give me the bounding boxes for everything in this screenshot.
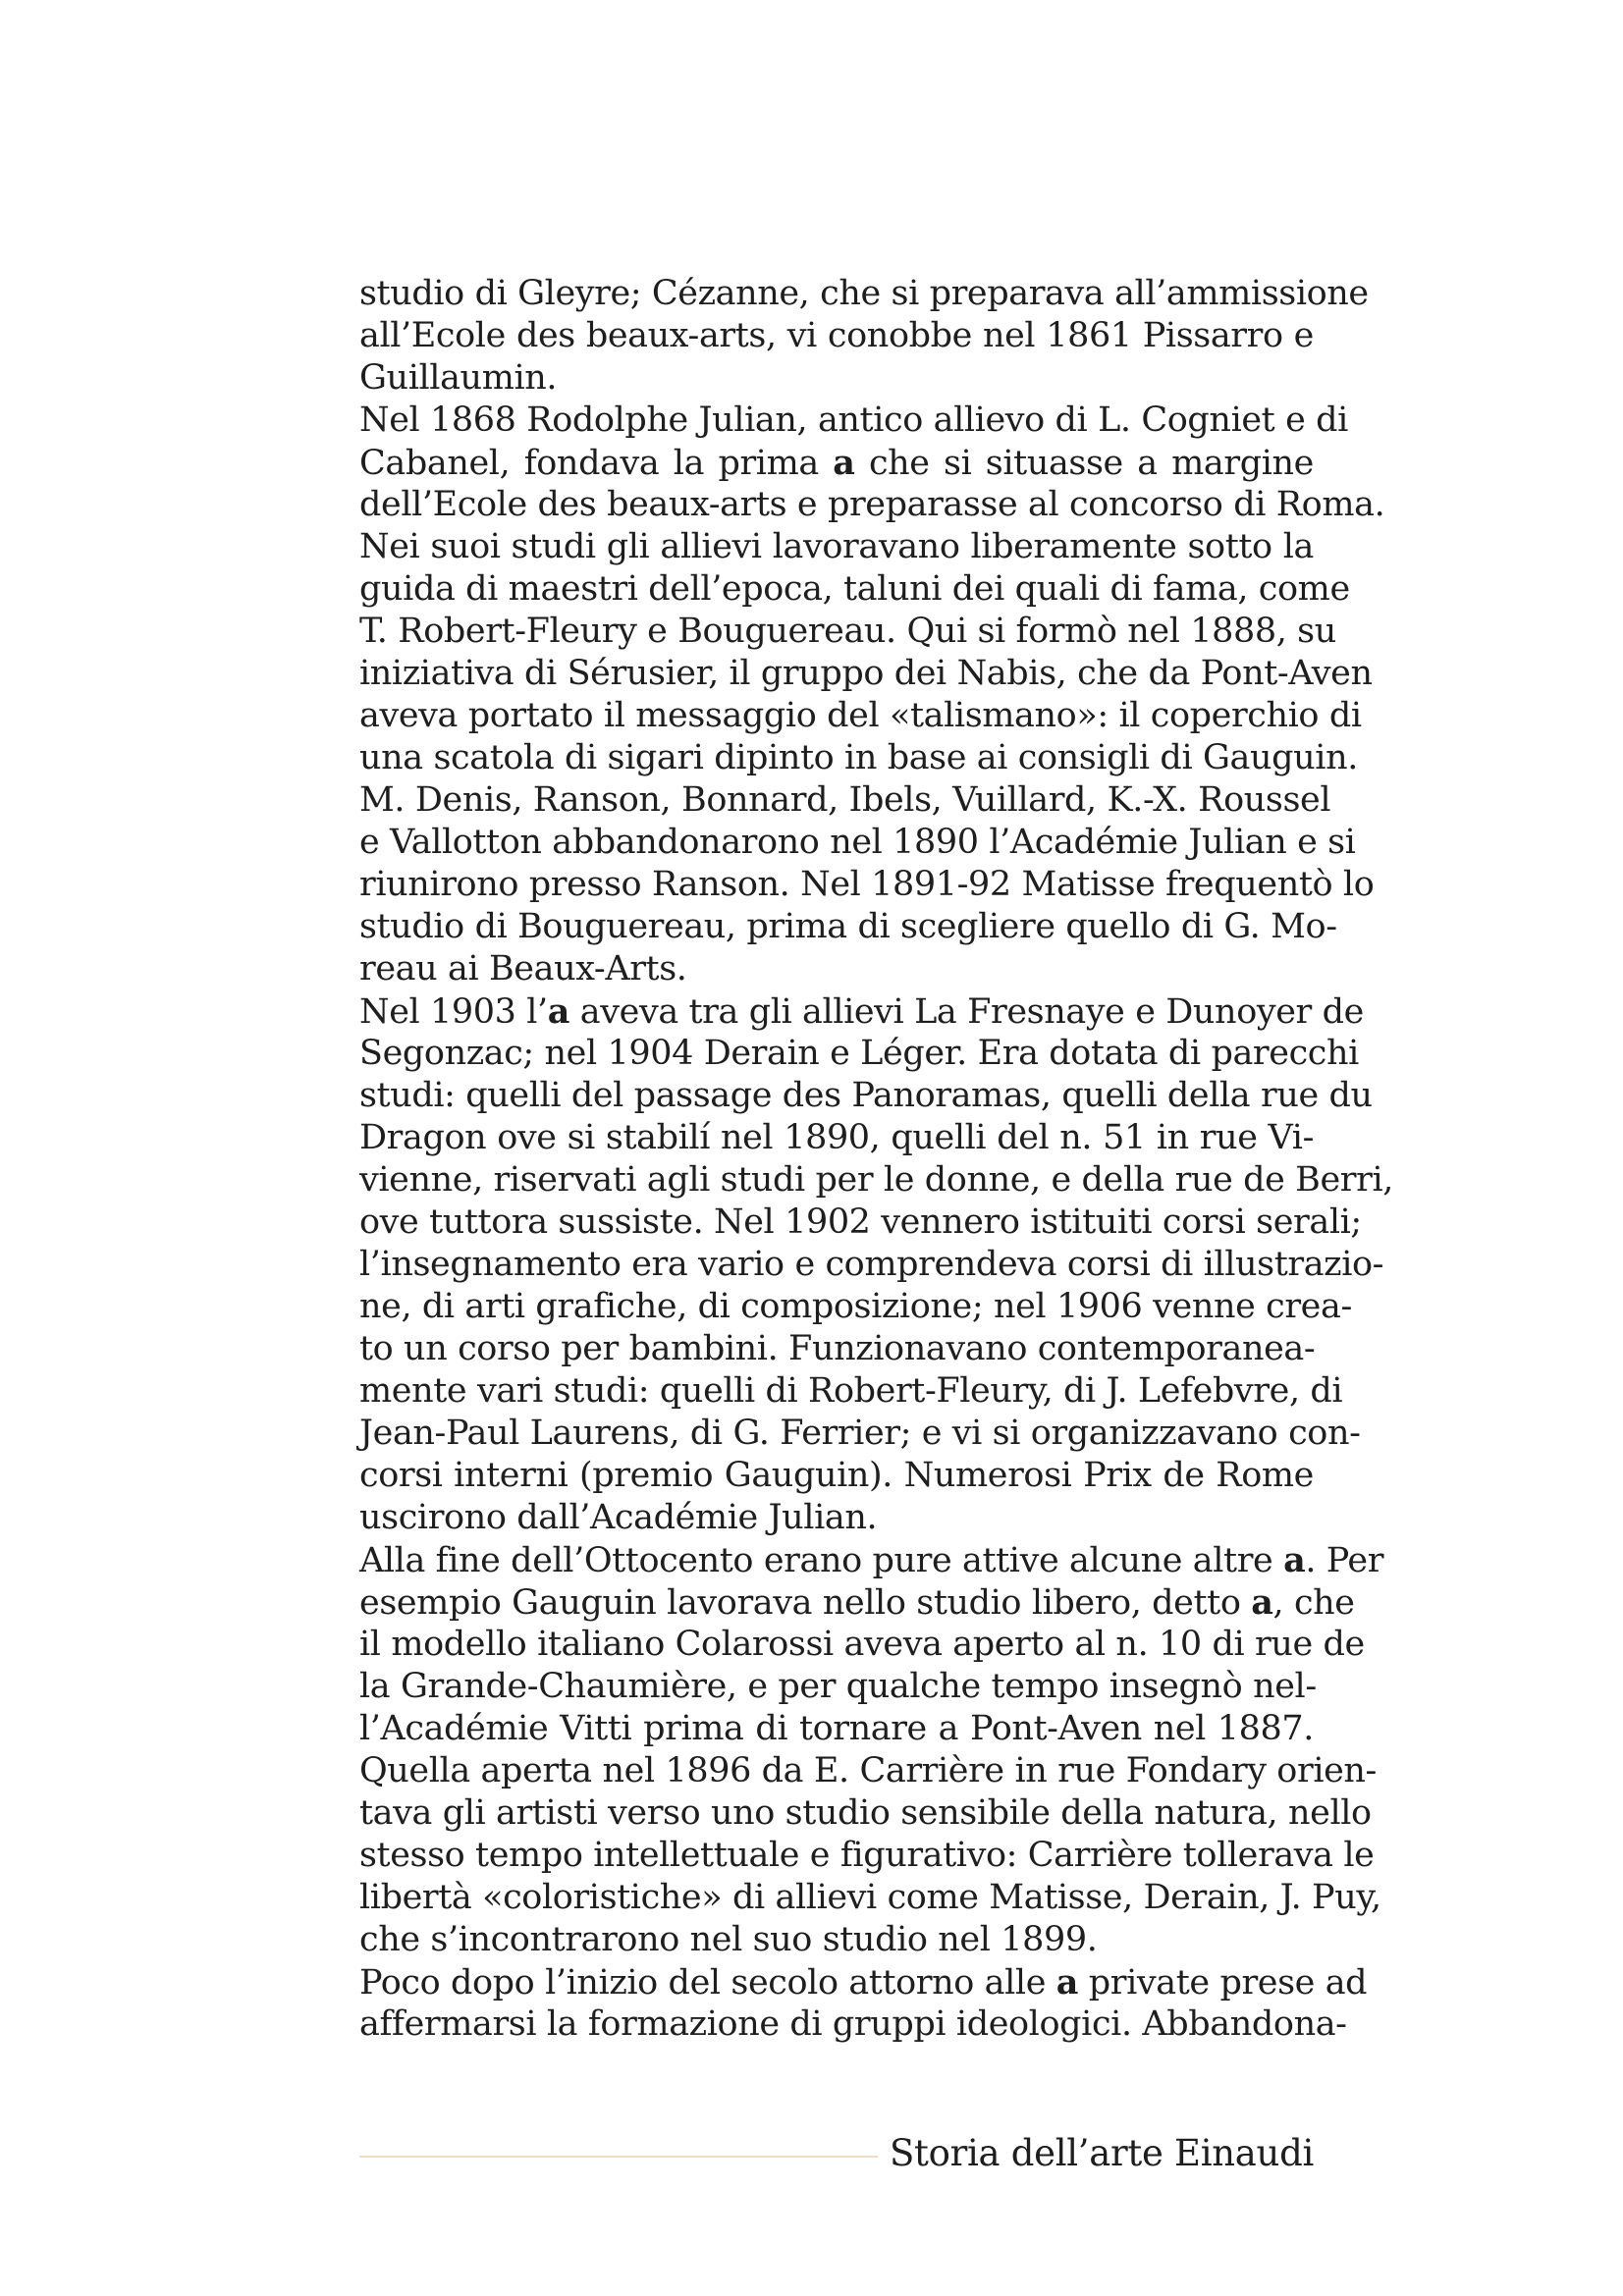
text-segment: che s’incontrarono nel suo studio nel 1899. (359, 1920, 1098, 1959)
entry-term-bold: a (1055, 1962, 1079, 2002)
body-text (359, 273, 1393, 2046)
text-line (359, 1877, 1381, 1919)
text-line (359, 779, 1331, 822)
text-segment: mente vari studi: quelli di Robert-Fleury, di J. Lefebvre, di (359, 1371, 1343, 1411)
text-line (359, 2003, 1347, 2046)
text-line (359, 990, 1364, 1033)
entry-term-bold: a (1283, 1540, 1306, 1580)
text-segment: la Grande-Chaumière, e per qualche tempo insegnò nel- (359, 1667, 1317, 1706)
text-segment: studio di Gleyre; Cézanne, che si preparava all’ammissione (359, 274, 1369, 313)
text-segment: Nel 1903 l’ (359, 992, 548, 1032)
text-segment: l’Académie Vitti prima di tornare a Pont-Aven nel 1887. (359, 1709, 1314, 1748)
text-line (359, 1539, 1384, 1581)
text-line (359, 1581, 1355, 1624)
text-segment: studi: quelli del passage des Panoramas, quelli della rue du (359, 1076, 1373, 1115)
text-segment: affermarsi la formazione di gruppi ideologici. Abbandona- (359, 2004, 1347, 2044)
text-line (359, 1835, 1375, 1877)
text-segment: Segonzac; nel 1904 Derain e Léger. Era dotata di parecchi (359, 1034, 1359, 1073)
footer-title: Storia dell’arte Einaudi (890, 2132, 1314, 2174)
text-segment: studio di Bouguereau, prima di scegliere quello di G. Mo- (359, 907, 1337, 946)
text-segment: , che (1272, 1583, 1355, 1623)
text-line (359, 1286, 1352, 1328)
text-line (359, 948, 1314, 990)
text-segment: riunirono presso Ranson. Nel 1891-92 Matisse frequentò lo (359, 865, 1375, 904)
entry-term-bold: a (547, 991, 570, 1032)
entry-term-bold: a (1251, 1582, 1273, 1623)
text-line (359, 1792, 1372, 1835)
text-line (359, 1201, 1362, 1244)
text-segment: tava gli artisti verso uno studio sensibile della natura, nello (359, 1793, 1372, 1833)
text-line (359, 1497, 1314, 1539)
text-line (359, 357, 1314, 400)
entry-term-bold: a (833, 443, 855, 483)
text-line (359, 526, 1314, 568)
text-line (359, 442, 1314, 484)
text-segment: Dragon ove si stabilí nel 1890, quelli del n. 51 in rue Vi- (359, 1118, 1314, 1157)
text-segment: to un corso per bambini. Funzionavano contemporanea- (359, 1329, 1316, 1368)
text-line (359, 864, 1375, 906)
text-line (359, 568, 1350, 611)
text-line (359, 1750, 1377, 1792)
text-segment: Cabanel, fondava la prima (359, 444, 834, 483)
text-segment: vienne, riservati agli studi per le donne, e della rue de Berri, (359, 1160, 1393, 1200)
text-segment: ne, di arti grafiche, di composizione; nel 1906 venne crea- (359, 1287, 1352, 1326)
text-segment: reau ai Beaux-Arts. (359, 949, 687, 988)
text-segment: che si situasse a margine (854, 444, 1314, 483)
text-segment: stesso tempo intellettuale e figurativo: Carrière tollerava le (359, 1836, 1375, 1875)
text-segment: Quella aperta nel 1896 da E. Carrière in rue Fondary orien- (359, 1751, 1377, 1790)
text-segment: Nei suoi studi gli allievi lavoravano liberamente sotto la (359, 527, 1314, 566)
text-line (359, 1919, 1314, 1961)
text-segment: . Per (1305, 1541, 1384, 1580)
text-segment: aveva portato il messaggio del «talismano»: il coperchio di (359, 696, 1362, 735)
text-segment: Jean-Paul Laurens, di G. Ferrier; e vi si organizzavano con- (359, 1414, 1361, 1453)
footer-rule (359, 2156, 878, 2158)
text-segment: Alla fine dell’Ottocento erano pure attive alcune altre (359, 1541, 1284, 1580)
text-segment: M. Denis, Ranson, Bonnard, Ibels, Vuillard, K.-X. Roussel (359, 780, 1331, 820)
text-segment: libertà «coloristiche» di allievi come Matisse, Derain, J. Puy, (359, 1878, 1381, 1917)
text-line (359, 906, 1337, 948)
text-segment: Poco dopo l’inizio del secolo attorno alle (359, 1963, 1056, 2002)
text-line (359, 1624, 1365, 1666)
text-line (359, 695, 1362, 737)
text-segment: il modello italiano Colarossi aveva aperto al n. 10 di rue de (359, 1625, 1365, 1664)
text-segment: uscirono dall’Académie Julian. (359, 1498, 878, 1537)
text-line (359, 1413, 1361, 1455)
text-segment: all’Ecole des beaux-arts, vi conobbe nel 1861 Pissarro e (359, 316, 1314, 355)
text-segment: e Vallotton abbandonarono nel 1890 l’Académie Julian e si (359, 823, 1356, 862)
text-line (359, 653, 1373, 695)
text-line (359, 1961, 1368, 2003)
text-segment: Nel 1868 Rodolphe Julian, antico allievo di L. Cogniet e di (359, 400, 1348, 440)
text-segment: private prese ad (1078, 1963, 1368, 2002)
text-line (359, 822, 1356, 864)
text-segment: l’insegnamento era vario e comprendeva corsi di illustrazio- (359, 1245, 1384, 1284)
text-line (359, 1159, 1393, 1201)
text-line (359, 1075, 1373, 1117)
text-line (359, 1708, 1314, 1750)
text-line (359, 1117, 1314, 1159)
text-segment: T. Robert-Fleury e Bouguereau. Qui si formò nel 1888, su (359, 612, 1336, 651)
text-segment: esempio Gauguin lavorava nello studio libero, detto (359, 1583, 1252, 1623)
text-line (359, 273, 1369, 315)
text-line (359, 1666, 1317, 1708)
text-line (359, 737, 1358, 779)
text-segment: una scatola di sigari dipinto in base ai consigli di Gauguin. (359, 738, 1358, 777)
text-line (359, 1244, 1384, 1286)
text-segment: corsi interni (premio Gauguin). Numerosi Prix de Rome (359, 1456, 1314, 1495)
text-line (359, 484, 1385, 526)
text-segment: dell’Ecole des beaux-arts e preparasse al concorso di Roma. (359, 485, 1385, 524)
text-line (359, 1328, 1314, 1370)
text-segment: ove tuttora sussiste. Nel 1902 vennero istituiti corsi serali; (359, 1202, 1362, 1242)
text-line (359, 1033, 1359, 1075)
text-line (359, 400, 1348, 442)
text-segment: Guillaumin. (359, 358, 558, 398)
text-line (359, 611, 1336, 653)
text-segment: guida di maestri dell’epoca, taluni dei quali di fama, come (359, 569, 1350, 609)
text-segment: iniziativa di Sérusier, il gruppo dei Nabis, che da Pont-Aven (359, 654, 1373, 693)
text-line (359, 1455, 1314, 1497)
text-line (359, 1370, 1343, 1413)
text-line (359, 315, 1314, 357)
text-segment: aveva tra gli allievi La Fresnaye e Dunoyer de (569, 992, 1364, 1032)
